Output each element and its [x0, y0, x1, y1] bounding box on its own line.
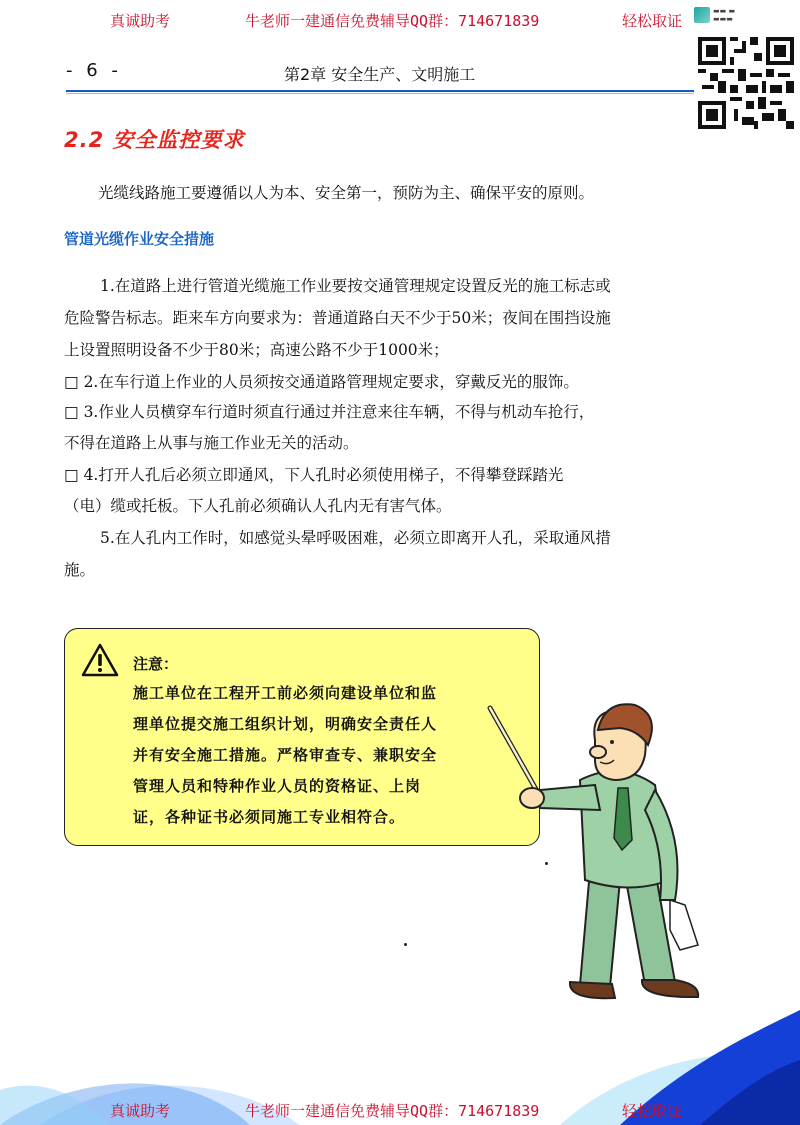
banner-middle-text: 牛老师一建通信免费辅导QQ群：714671839 — [245, 1102, 540, 1120]
note-line: 理单位提交施工组织计划，明确安全责任人 — [133, 715, 438, 733]
banner-left-text: 真诚助考 — [110, 1102, 171, 1120]
banner-right-text: 轻松取证 — [622, 12, 683, 30]
banner-left-text: 真诚助考 — [110, 12, 171, 30]
note-title: 注意： — [133, 655, 179, 673]
note-line: 施工单位在工程开工前必须向建设单位和监 — [133, 684, 438, 702]
body-line: □ 3.作业人员横穿车行道时须直行通过并注意来往车辆，不得与机动车抢行， — [64, 403, 595, 421]
body-line: □ 2.在车行道上作业的人员须按交通道路管理规定要求，穿戴反光的服饰。 — [64, 373, 579, 391]
note-callout — [64, 628, 540, 846]
header-divider-thin — [66, 93, 694, 94]
intro-paragraph: 光缆线路施工要遵循以人为本、安全第一，预防为主、确保平安的原则。 — [98, 184, 595, 202]
body-line: 上设置照明设备不少于80米；高速公路不少于1000米； — [64, 341, 449, 359]
page-header — [60, 60, 694, 90]
note-line: 证，各种证书必须同施工专业相符合。 — [133, 808, 406, 826]
banner-right-text: 轻松取证 — [622, 1102, 683, 1120]
body-line: 不得在道路上从事与施工作业无关的活动。 — [64, 434, 359, 452]
decor-dot — [545, 862, 548, 865]
cartoon-presenter-illustration — [470, 700, 720, 1020]
decor-dot — [404, 943, 407, 946]
warning-icon — [81, 643, 119, 677]
qr-code-icon — [698, 37, 794, 129]
bottom-banner — [0, 1094, 800, 1124]
header-divider — [66, 90, 694, 92]
chapter-title: 第2章 安全生产、文明施工 — [284, 65, 476, 84]
body-line: 施。 — [64, 561, 96, 579]
page-number: - 6 - — [66, 60, 122, 81]
brand-logo — [694, 4, 752, 26]
brand-logo-icon — [694, 7, 710, 23]
body-line: □ 4.打开人孔后必须立即通风，下人孔时必须使用梯子，不得攀登踩踏光 — [64, 466, 564, 484]
subheading: 管道光缆作业安全措施 — [64, 230, 215, 248]
banner-middle-text: 牛老师一建通信免费辅导QQ群：714671839 — [245, 12, 540, 30]
body-line: 1.在道路上进行管道光缆施工作业要按交通管理规定设置反光的施工标志或 — [100, 277, 611, 295]
section-title: 2.2 安全监控要求 — [64, 128, 245, 152]
note-line: 管理人员和特种作业人员的资格证、上岗 — [133, 777, 422, 795]
brand-logo-mark: ▬▬ ▬ ▬▬▬ — [713, 7, 736, 23]
body-line: （电）缆或托板。下人孔前必须确认人孔内无有害气体。 — [64, 497, 452, 515]
body-line: 危险警告标志。距来车方向要求为：普通道路白天不少于50米；夜间在围挡设施 — [64, 309, 611, 327]
body-line: 5.在人孔内工作时，如感觉头晕呼吸困难，必须立即离开人孔，采取通风措 — [100, 529, 611, 547]
note-line: 并有安全施工措施。严格审查专、兼职安全 — [133, 746, 438, 764]
top-banner — [0, 4, 800, 34]
